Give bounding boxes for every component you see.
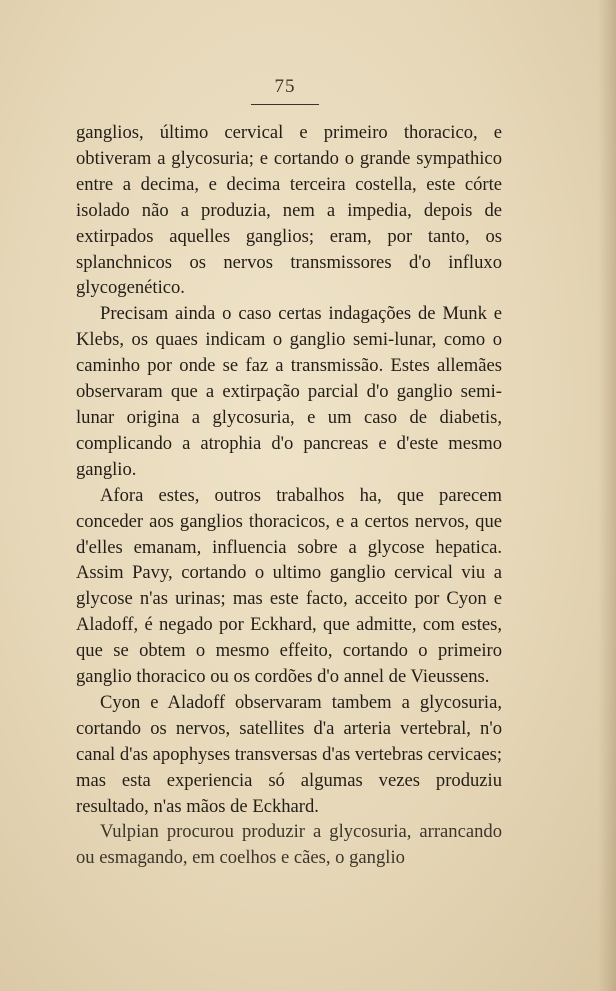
body-text <box>76 120 502 871</box>
paragraph-2: Precisam ainda o caso certas indagações de Munk e Klebs, os quaes indicam o ganglio semi-lunar, como o caminho por onde se faz a transmissão. Estes allemães observaram que a extirpação parcial d'o ganglio semi-lunar origina a glycosuria, e um caso de diabetis, complicando a atrophia d'o pancreas e d'este mesmo ganglio. <box>76 303 502 480</box>
page-edge-shadow <box>598 0 616 991</box>
paragraph-3: Afora estes, outros trabalhos ha, que parecem conceder aos ganglios thoracicos, e a certos nervos, que d'elles emanam, influencia sobre a glycose hepatica. Assim Pavy, cortando o ultimo ganglio cervical viu a glycose n'as urinas; mas este facto, acceito por Cyon e Aladoff, é negado por Eckhard, que admitte, com estes, que se obtem o mesmo effeito, cortando o primeiro ganglio thoracico ou os cordões d'o annel de Vieussens. <box>76 484 502 688</box>
page-number: 75 <box>274 76 296 97</box>
page-number-rule <box>251 104 319 105</box>
paragraph-5: Vulpian procurou produzir a glycosuria, arrancando ou esmagando, em coelhos e cães, o ganglio <box>76 821 502 869</box>
paragraph-4: Cyon e Aladoff observaram tambem a glycosuria, cortando os nervos, satellites d'a arteria vertebral, n'o canal d'as apophyses transversas d'as vertebras cervicaes; mas esta experiencia só algumas vezes produziu resultado, n'as mãos de Eckhard. <box>76 691 502 817</box>
paragraph-1: ganglios, último cervical e primeiro thoracico, e obtiveram a glycosuria; e cortando o grande sympathico entre a decima, e decima terceira costella, este córte isolado não a produzia, nem a impedia, depois de extirpados aquelles ganglios; eram, por tanto, os splanchnicos os nervos transmissores d'o influxo glycogenético. <box>76 122 502 299</box>
